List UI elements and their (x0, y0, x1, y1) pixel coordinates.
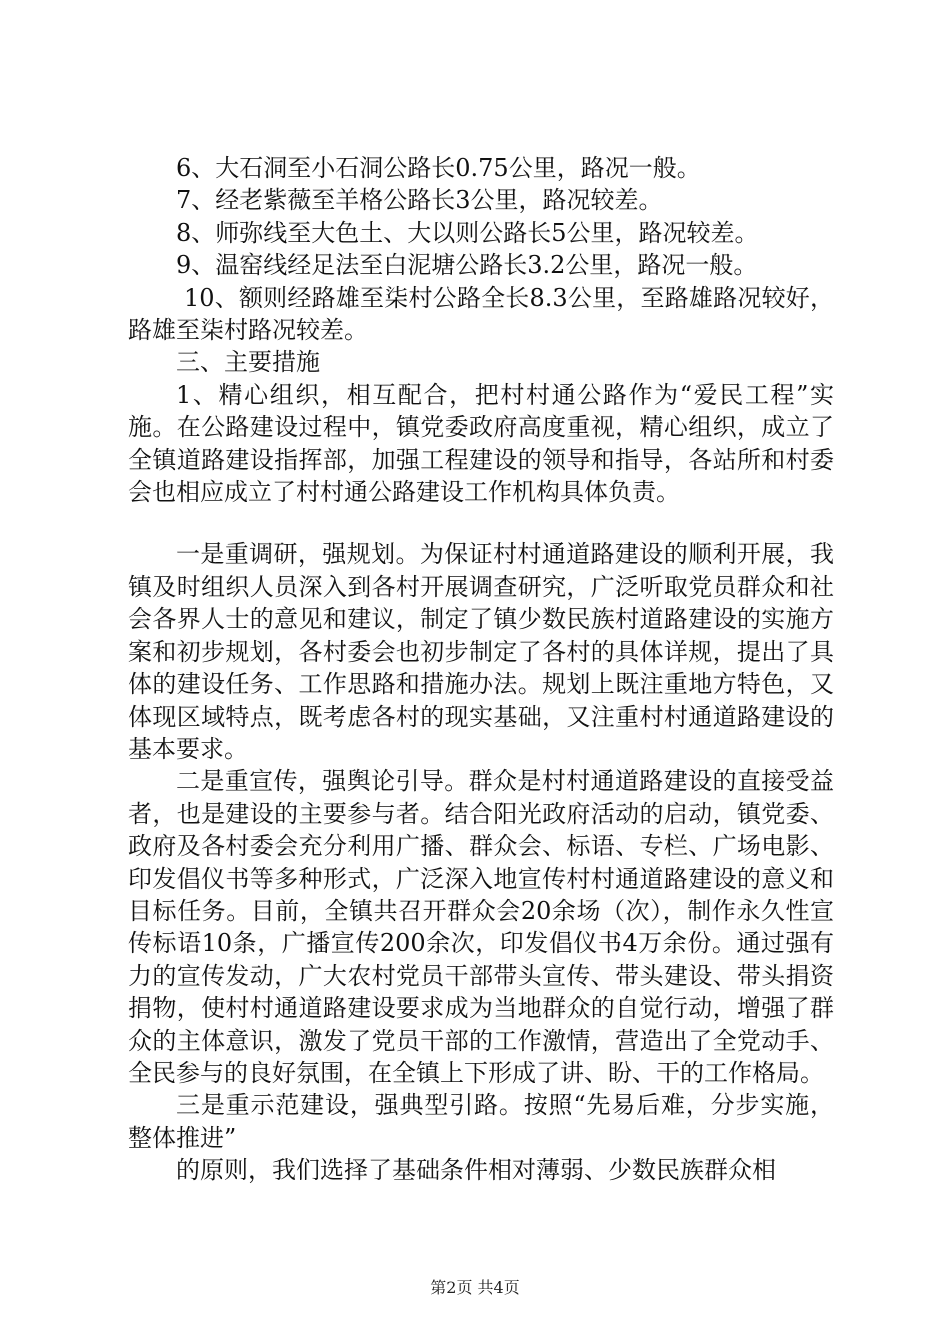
page-footer: 第2页 共4页 (430, 1278, 520, 1297)
paragraph-item-8: 8、师弥线至大色土、大以则公路长5公里，路况较差。 (176, 218, 759, 247)
paragraph-item-6: 6、大石洞至小石洞公路长0.75公里，路况一般。 (176, 154, 701, 182)
section-heading-measures: 三、主要措施 (176, 348, 320, 377)
paragraph-publicity: 二是重宣传，强舆论引导。群众是村村通道路建设的直接受益者，也是建设的主要参与者。结合阳光政府活动的启动，镇党委、政府及各村委会充分利用广播、群众会、标语、专栏、广场电影、印发倡仪书等多种形式，广泛深入地宣传村村通道路建设的意义和目标任务。目前，全镇共召开群众会20余场（次），制作永久性宣传标语10条，广播宣传200余次，印发倡仪书4万余份。通过强有力的宣传发动，广大农村党员干部带头宣传、带头建设、带头捐资捐物，使村村通道路建设要求成为当地群众的自觉行动，增强了群众的主体意识，激发了党员干部的工作激情，营造出了全党动手、全民参与的良好氛围，在全镇上下形成了讲、盼、干的工作格局。 (128, 767, 834, 1087)
paragraph-item-10: 10、额则经路雄至柒村公路全长8.3公里，至路雄路况较好，路雄至柒村路况较差。 (128, 283, 834, 345)
paragraph-measure-1: 1、精心组织，相互配合，把村村通公路作为“爱民工程”实施。在公路建设过程中，镇党委政府高度重视，精心组织，成立了全镇道路建设指挥部，加强工程建设的领导和指导，各站所和村委会也相应成立了村村通公路建设工作机构具体负责。 (128, 380, 834, 507)
paragraph-demonstration: 三是重示范建设，强典型引路。按照“先易后难，分步实施，整体推进” (128, 1091, 834, 1152)
paragraph-principle: 的原则，我们选择了基础条件相对薄弱、少数民族群众相 (176, 1156, 776, 1185)
document-body (128, 152, 834, 1187)
paragraph-item-7: 7、经老紫薇至羊格公路长3公里，路况较差。 (176, 186, 663, 215)
paragraph-gap (128, 508, 834, 538)
paragraph-item-9: 9、温窑线经足法至白泥塘公路长3.2公里，路况一般。 (176, 251, 758, 280)
paragraph-research: 一是重调研，强规划。为保证村村通道路建设的顺利开展，我镇及时组织人员深入到各村开展调查研究，广泛听取党员群众和社会各界人士的意见和建议，制定了镇少数民族村道路建设的实施方案和初步规划，各村委会也初步制定了各村的具体详规，提出了具体的建设任务、工作思路和措施办法。规划上既注重地方特色，又体现区域特点，既考虑各村的现实基础，又注重村村通道路建设的基本要求。 (128, 540, 834, 763)
